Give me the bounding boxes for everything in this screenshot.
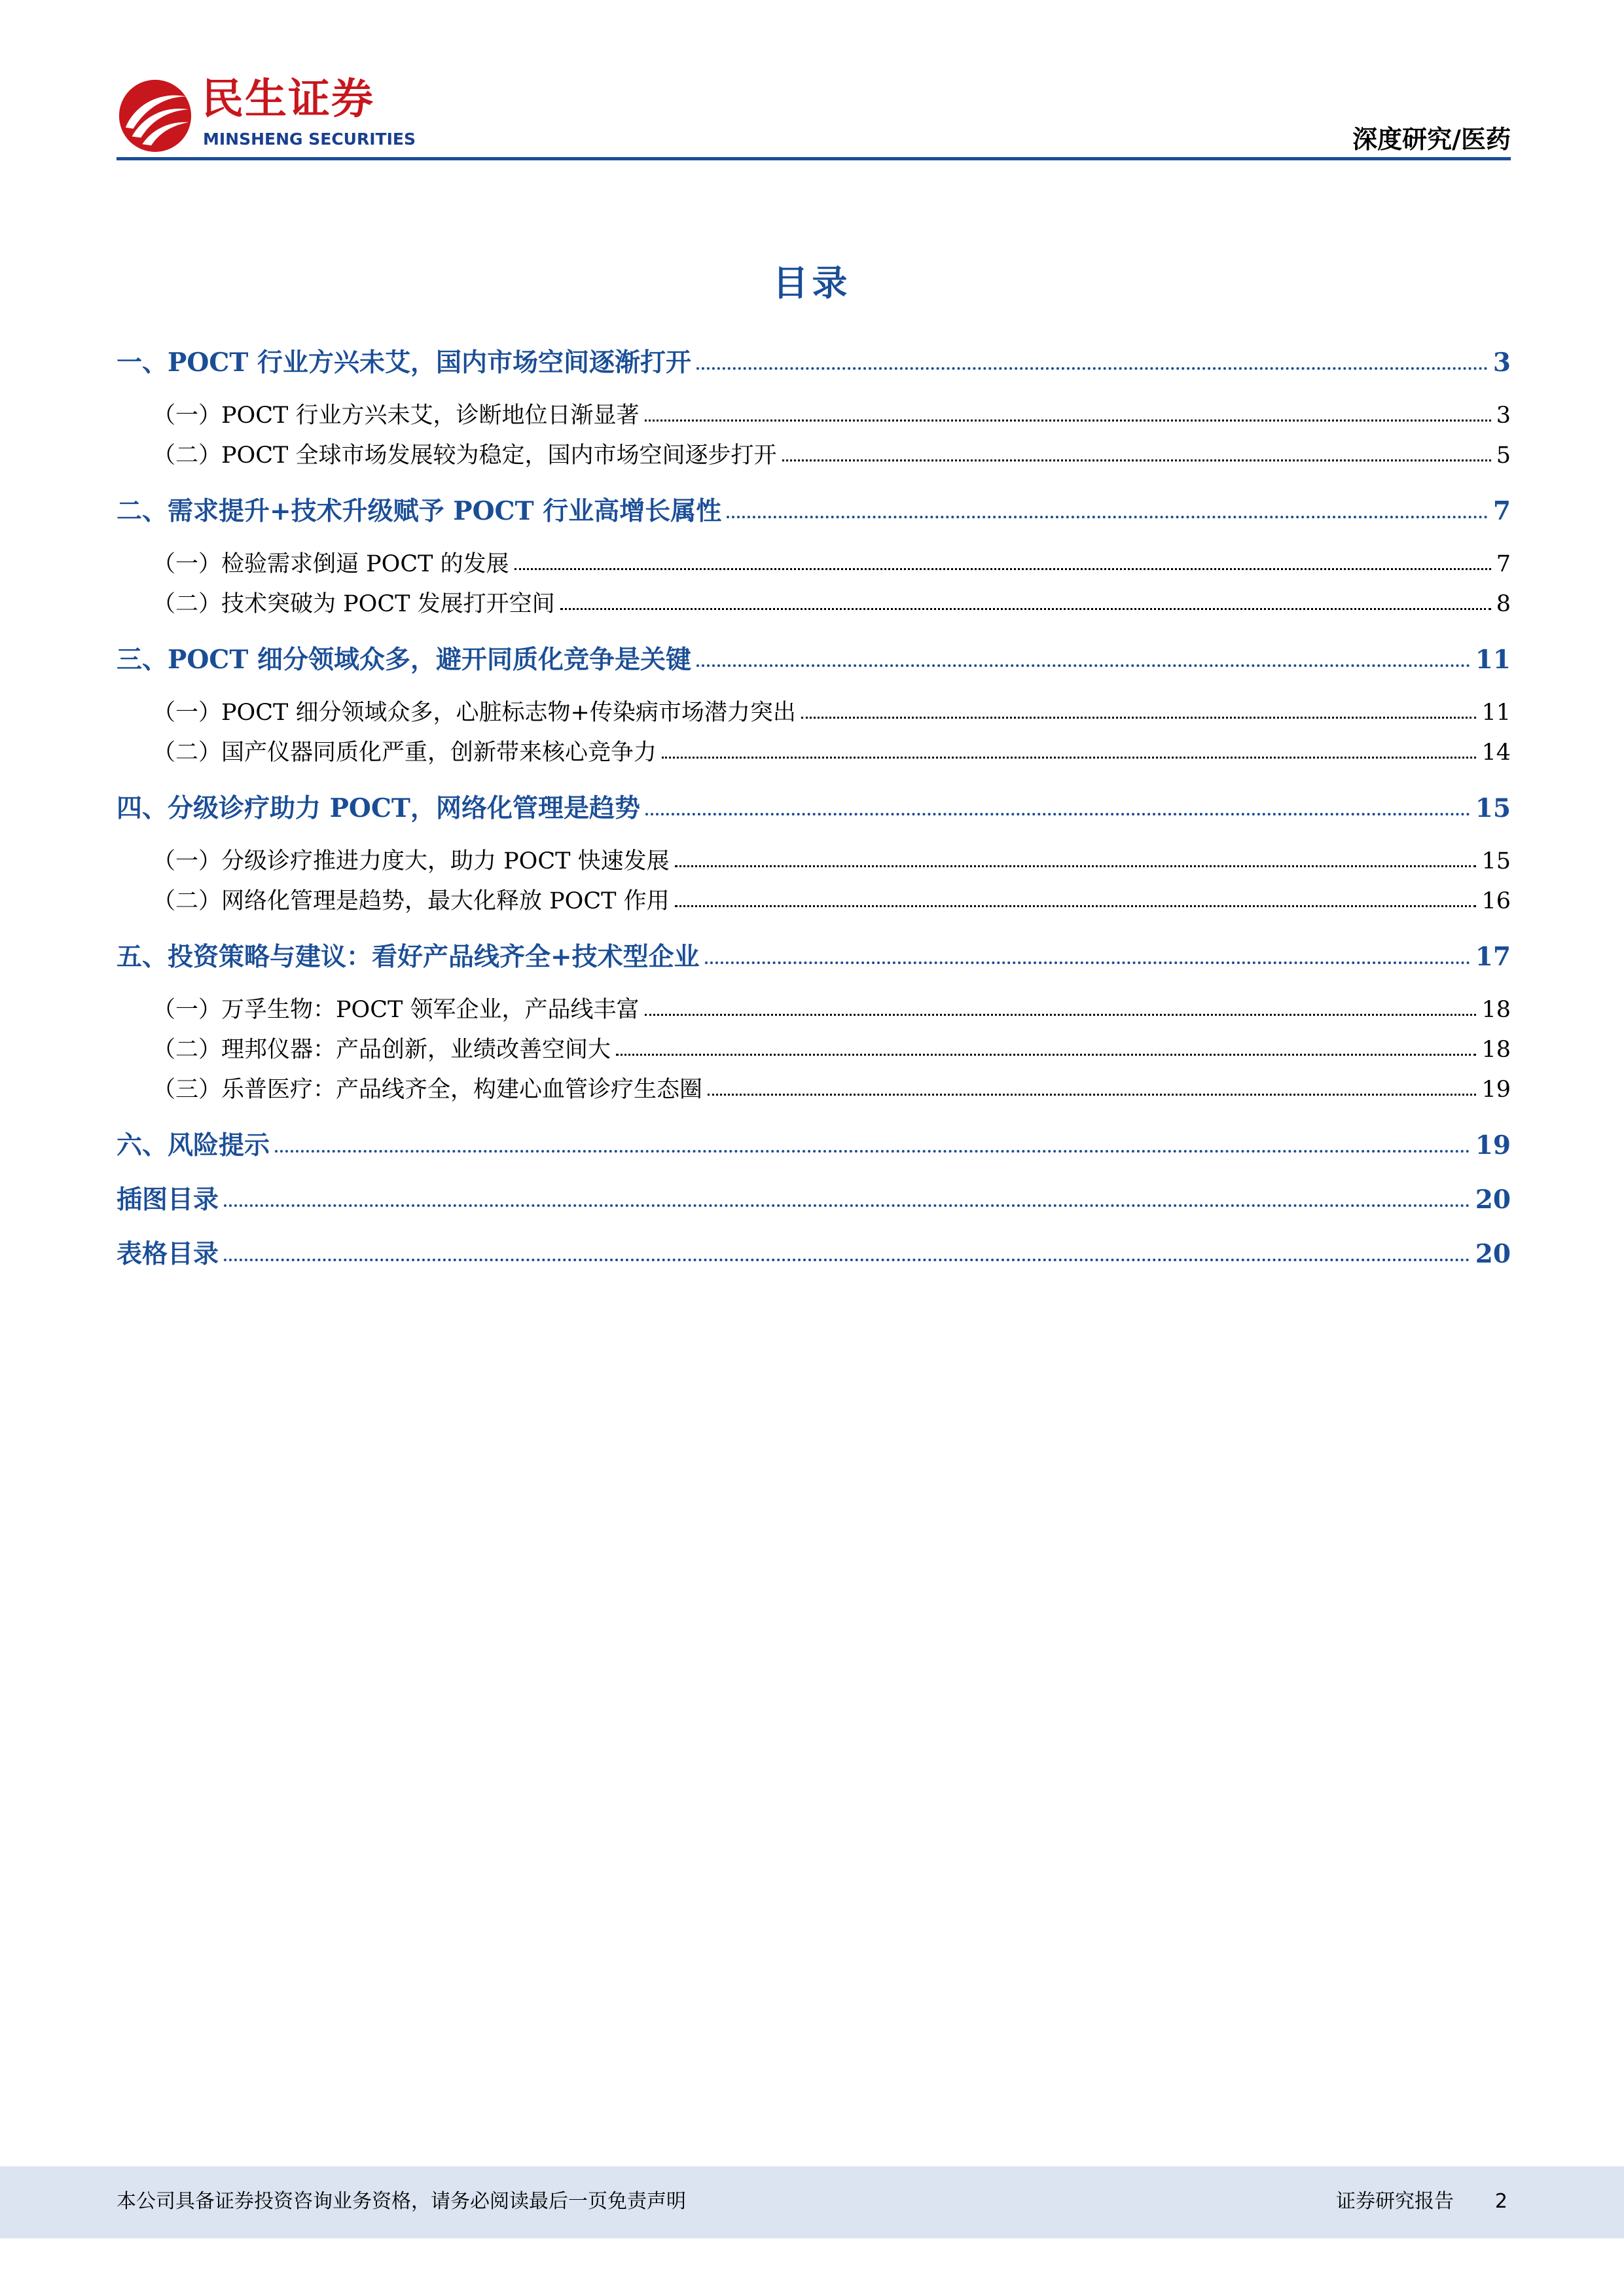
toc-entry-page: 19 [1481, 1077, 1511, 1103]
toc-entry-title: （一）POCT 行业方兴未艾，诊断地位日渐显著 [153, 403, 640, 429]
logo-chinese-name: 民生证券 [202, 75, 374, 124]
toc-entry-title: （一）万孚生物：POCT 领军企业，产品线丰富 [153, 997, 640, 1023]
toc-entry-page: 11 [1481, 700, 1511, 726]
toc-dot-leader [705, 940, 1470, 965]
toc-subsection-entry[interactable] [117, 733, 1511, 773]
toc-entry-page: 8 [1496, 591, 1511, 617]
toc-dot-leader [645, 994, 1477, 1017]
toc-entry-title: 一、POCT 行业方兴未艾，国内市场空间逐渐打开 [117, 348, 691, 378]
toc-entry-title: 六、风险提示 [117, 1130, 270, 1160]
toc-dot-leader [708, 1074, 1476, 1097]
toc-section-entry[interactable] [117, 1235, 1511, 1273]
toc-dot-leader [224, 1183, 1470, 1208]
toc-entry-title: （二）理邦仪器：产品创新，业绩改善空间大 [153, 1037, 611, 1063]
toc-dot-leader [782, 440, 1491, 463]
header-divider [117, 157, 1511, 160]
toc-section-entry[interactable] [117, 1126, 1511, 1164]
toc-entry-page: 7 [1496, 551, 1511, 577]
toc-dot-leader [224, 1237, 1470, 1263]
toc-subsection-entry[interactable] [117, 990, 1511, 1030]
toc-subsection-entry[interactable] [117, 584, 1511, 624]
toc-entry-page: 7 [1492, 496, 1511, 526]
toc-entry-page: 14 [1481, 740, 1511, 766]
page-footer [0, 2166, 1624, 2238]
toc-entry-page: 15 [1475, 793, 1511, 823]
toc-entry-title: （二）国产仪器同质化严重，创新带来核心竞争力 [153, 740, 657, 766]
toc-dot-leader [675, 886, 1477, 908]
toc-section-entry[interactable] [117, 1181, 1511, 1219]
toc-section-entry[interactable] [117, 492, 1511, 530]
toc-entry-page: 17 [1475, 942, 1511, 972]
page-title: 目录 [772, 262, 852, 304]
page-number: 2 [1494, 2190, 1507, 2213]
toc-dot-leader [662, 737, 1476, 760]
toc-dot-leader [645, 791, 1470, 817]
toc-entry-title: （一）检验需求倒逼 POCT 的发展 [153, 551, 509, 577]
toc-section-entry[interactable] [117, 344, 1511, 382]
toc-subsection-entry[interactable] [117, 842, 1511, 882]
toc-entry-page: 15 [1481, 848, 1511, 874]
toc-dot-leader [514, 548, 1491, 571]
toc-dot-leader [801, 697, 1477, 720]
toc-section-entry[interactable] [117, 641, 1511, 679]
footer-disclaimer: 本公司具备证券投资咨询业务资格，请务必阅读最后一页免责声明 [117, 2190, 686, 2213]
logo-english-name: MINSHENG SECURITIES [203, 130, 416, 149]
toc-entry-title: （二）技术突破为 POCT 发展打开空间 [153, 591, 555, 617]
toc-entry-title: （一）分级诊疗推进力度大，助力 POCT 快速发展 [153, 848, 670, 874]
toc-dot-leader [645, 400, 1491, 423]
footer-report-type: 证券研究报告 [1336, 2190, 1454, 2213]
toc-dot-leader [275, 1128, 1470, 1154]
toc-subsection-entry[interactable] [117, 396, 1511, 436]
toc-entry-title: （三）乐普医疗：产品线齐全，构建心血管诊疗生态圈 [153, 1077, 703, 1103]
toc-dot-leader [727, 494, 1488, 520]
toc-dot-leader [560, 588, 1491, 611]
page-header [117, 72, 1511, 164]
toc-entry-title: （一）POCT 细分领域众多，心脏标志物+传染病市场潜力突出 [153, 700, 796, 726]
toc-entry-page: 20 [1475, 1185, 1511, 1215]
toc-entry-page: 3 [1496, 403, 1511, 429]
toc-entry-title: 表格目录 [117, 1239, 219, 1269]
toc-entry-page: 11 [1475, 645, 1511, 675]
toc-dot-leader [675, 846, 1477, 869]
toc-entry-page: 20 [1475, 1239, 1511, 1269]
toc-entry-title: （二）网络化管理是趋势，最大化释放 POCT 作用 [153, 888, 670, 914]
toc-entry-title: 四、分级诊疗助力 POCT，网络化管理是趋势 [117, 793, 640, 823]
toc-subsection-entry[interactable] [117, 693, 1511, 733]
toc-entry-page: 5 [1496, 442, 1511, 469]
toc-subsection-entry[interactable] [117, 436, 1511, 476]
toc-dot-leader [696, 346, 1488, 371]
toc-dot-leader [696, 643, 1470, 668]
toc-section-entry[interactable] [117, 789, 1511, 827]
toc-entry-title: 五、投资策略与建议：看好产品线齐全+技术型企业 [117, 942, 700, 972]
toc-subsection-entry[interactable] [117, 1070, 1511, 1110]
toc-entry-title: 二、需求提升+技术升级赋予 POCT 行业高增长属性 [117, 496, 722, 526]
minsheng-logo [117, 72, 416, 157]
table-of-contents [117, 344, 1511, 1273]
toc-entry-title: （二）POCT 全球市场发展较为稳定，国内市场空间逐步打开 [153, 442, 777, 469]
toc-entry-title: 插图目录 [117, 1185, 219, 1215]
toc-subsection-entry[interactable] [117, 1030, 1511, 1070]
toc-entry-page: 16 [1481, 888, 1511, 914]
toc-dot-leader [616, 1034, 1476, 1057]
toc-subsection-entry[interactable] [117, 882, 1511, 922]
toc-entry-page: 19 [1475, 1130, 1511, 1160]
minsheng-logo-mark-icon [117, 77, 194, 154]
toc-entry-page: 18 [1481, 1037, 1511, 1063]
toc-entry-title: 三、POCT 细分领域众多，避开同质化竞争是关键 [117, 645, 691, 675]
toc-section-entry[interactable] [117, 938, 1511, 976]
toc-subsection-entry[interactable] [117, 545, 1511, 584]
toc-entry-page: 3 [1492, 348, 1511, 378]
toc-entry-page: 18 [1481, 997, 1511, 1023]
report-category: 深度研究/医药 [1352, 125, 1511, 154]
